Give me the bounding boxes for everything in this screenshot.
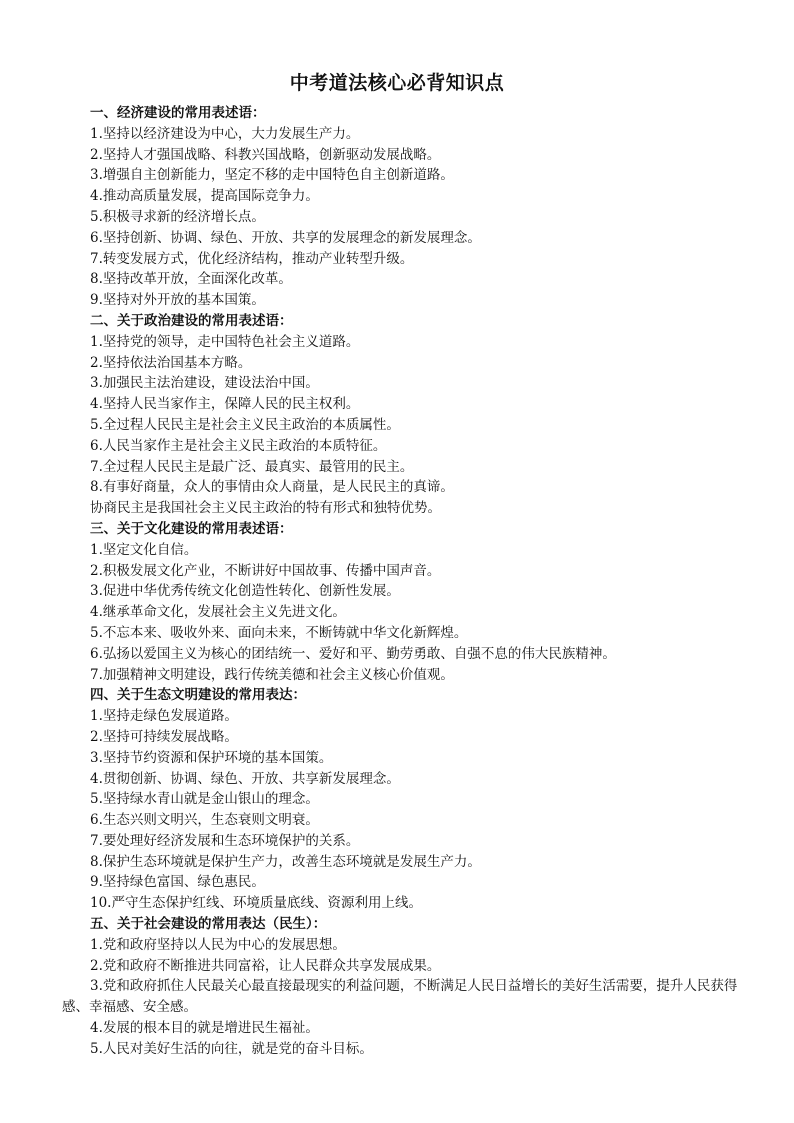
list-item: 10.严守生态保护红线、环境质量底线、资源利用上线。 [90, 895, 422, 912]
list-item: 2.坚持人才强国战略、科教兴国战略，创新驱动发展战略。 [90, 146, 441, 163]
list-item: 4.推动高质量发展，提高国际竞争力。 [90, 188, 319, 205]
section-heading: 三、关于文化建设的常用表述语： [90, 520, 293, 537]
list-item: 1.坚定文化自信。 [90, 541, 198, 558]
list-item: 2.积极发展文化产业，不断讲好中国故事、传播中国声音。 [90, 562, 441, 579]
section-heading: 四、关于生态文明建设的常用表达： [90, 687, 306, 704]
list-item: 3.增强自主创新能力，坚定不移的走中国特色自主创新道路。 [90, 167, 454, 184]
list-item: 5.人民对美好生活的向往，就是党的奋斗目标。 [90, 1040, 373, 1057]
list-item: 3.促进中华优秀传统文化创造性转化、创新性发展。 [90, 583, 400, 600]
section-heading: 五、关于社会建设的常用表达（民生）： [90, 916, 327, 933]
list-item: 5.积极寻求新的经济增长点。 [90, 208, 265, 225]
list-item: 8.有事好商量，众人的事情由众人商量，是人民民主的真谛。 [90, 479, 454, 496]
list-item: 9.坚持绿色富国、绿色惠民。 [90, 874, 265, 891]
page-title: 中考道法核心必背知识点 [289, 72, 505, 94]
list-item: 1.坚持党的领导，走中国特色社会主义道路。 [90, 333, 360, 350]
section-heading: 一、经济建设的常用表述语： [90, 105, 266, 121]
list-item: 5.不忘本来、吸收外来、面向未来，不断铸就中华文化新辉煌。 [90, 624, 468, 641]
list-item: 3.坚持节约资源和保护环境的基本国策。 [90, 749, 333, 766]
list-item: 7.加强精神文明建设，践行传统美德和社会主义核心价值观。 [90, 666, 454, 683]
list-item: 6.生态兴则文明兴，生态衰则文明衰。 [90, 812, 319, 829]
list-item: 2.坚持依法治国基本方略。 [90, 354, 252, 371]
list-item: 1.坚持走绿色发展道路。 [90, 708, 238, 725]
section-heading: 二、关于政治建设的常用表述语： [90, 312, 293, 329]
list-item: 8.保护生态环境就是保护生产力，改善生态环境就是发展生产力。 [90, 853, 481, 870]
list-item: 6.弘扬以爱国主义为核心的团结统一、爱好和平、勤劳勇敢、自强不息的伟大民族精神。 [90, 645, 616, 662]
list-item: 4.坚持人民当家作主，保障人民的民主权利。 [90, 396, 360, 413]
list-item: 4.继承革命文化，发展社会主义先进文化。 [90, 604, 346, 621]
list-item: 2.党和政府不断推进共同富裕，让人民群众共享发展成果。 [90, 957, 441, 974]
list-item: 7.全过程人民民主是最广泛、最真实、最管用的民主。 [90, 458, 414, 475]
list-item: 9.坚持对外开放的基本国策。 [90, 292, 265, 309]
list-item: 1.党和政府坚持以人民为中心的发展思想。 [90, 936, 346, 953]
document-body [62, 103, 752, 1060]
list-item: 4.贯彻创新、协调、绿色、开放、共享新发展理念。 [90, 770, 400, 787]
list-item: 8.坚持改革开放，全面深化改革。 [90, 271, 292, 288]
list-item: 5.坚持绿水青山就是金山银山的理念。 [90, 791, 319, 808]
list-item: 5.全过程人民民主是社会主义民主政治的本质属性。 [90, 416, 400, 433]
list-item: 1.坚持以经济建设为中心，大力发展生产力。 [90, 125, 360, 142]
list-item: 7.要处理好经济发展和生态环境保护的关系。 [90, 832, 360, 849]
list-item: 2.坚持可持续发展战略。 [90, 728, 238, 745]
list-item: 4.发展的根本目的就是增进民生福祉。 [90, 1020, 319, 1037]
list-item: 7.转变发展方式，优化经济结构，推动产业转型升级。 [90, 250, 414, 267]
list-item: 3.党和政府抓住人民最关心最直接最现实的利益问题，不断满足人民日益增长的美好生活需要，提升人民获得感、幸福感、安全感。 [62, 978, 738, 1016]
list-item: 6.坚持创新、协调、绿色、开放、共享的发展理念的新发展理念。 [90, 229, 481, 246]
list-item: 协商民主是我国社会主义民主政治的特有形式和独特优势。 [90, 500, 441, 517]
list-item: 3.加强民主法治建设，建设法治中国。 [90, 375, 319, 392]
list-item: 6.人民当家作主是社会主义民主政治的本质特征。 [90, 437, 387, 454]
